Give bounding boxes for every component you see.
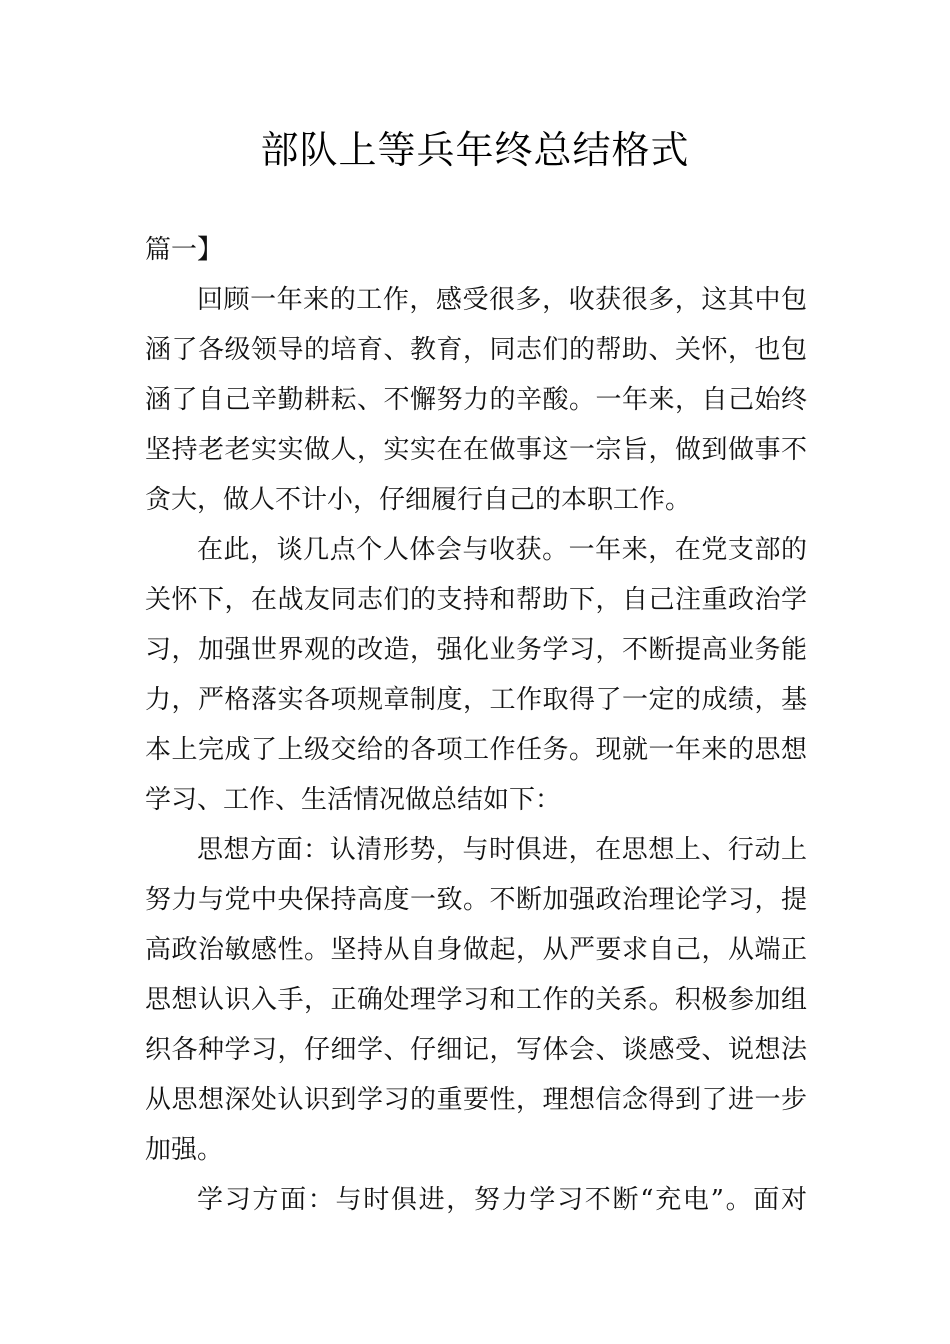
paragraph-line: 学习方面：与时俱进，努力学习不断“充电”。面对 [197,1185,807,1215]
paragraph-line: 贪大，做人不计小，仔细履行自己的本职工作。 [145,485,692,515]
paragraph-line: 涵了各级领导的培育、教育，同志们的帮助、关怀，也包 [145,335,807,365]
paragraph-line: 本上完成了上级交给的各项工作任务。现就一年来的思想 [145,735,807,765]
paragraph-line: 涵了自己辛勤耕耘、不懈努力的辛酸。一年来，自己始终 [145,385,807,415]
paragraph-line: 努力与党中央保持高度一致。不断加强政治理论学习，提 [145,885,807,915]
document-body [145,225,807,1225]
paragraph-line: 习，加强世界观的改造，强化业务学习，不断提高业务能 [145,635,807,665]
paragraph-line: 高政治敏感性。坚持从自身做起，从严要求自己，从端正 [145,935,807,965]
paragraph-line: 关怀下，在战友同志们的支持和帮助下，自己注重政治学 [145,585,807,615]
paragraph-4 [145,1175,807,1225]
paragraph-line: 回顾一年来的工作，感受很多，收获很多，这其中包 [197,285,807,315]
paragraph-2 [145,525,807,825]
document-title: 部队上等兵年终总结格式 [260,128,690,172]
paragraph-line: 思想认识入手，正确处理学习和工作的关系。积极参加组 [145,985,807,1015]
paragraph-1 [145,275,807,525]
paragraph-line: 学习、工作、生活情况做总结如下： [145,785,562,815]
paragraph-line: 力，严格落实各项规章制度，工作取得了一定的成绩，基 [145,685,807,715]
paragraph-3 [145,825,807,1175]
paragraph-line: 从思想深处认识到学习的重要性，理想信念得到了进一步 [145,1085,807,1115]
paragraph-line: 在此，谈几点个人体会与收获。一年来，在党支部的 [197,535,807,565]
paragraph-line: 织各种学习，仔细学、仔细记，写体会、谈感受、说想法 [145,1035,807,1065]
section-label: 篇一】 [145,235,224,265]
paragraph-line: 思想方面：认清形势，与时俱进，在思想上、行动上 [197,835,807,865]
paragraph-line: 加强。 [145,1135,224,1165]
paragraph-line: 坚持老老实实做人，实实在在做事这一宗旨，做到做事不 [145,435,807,465]
